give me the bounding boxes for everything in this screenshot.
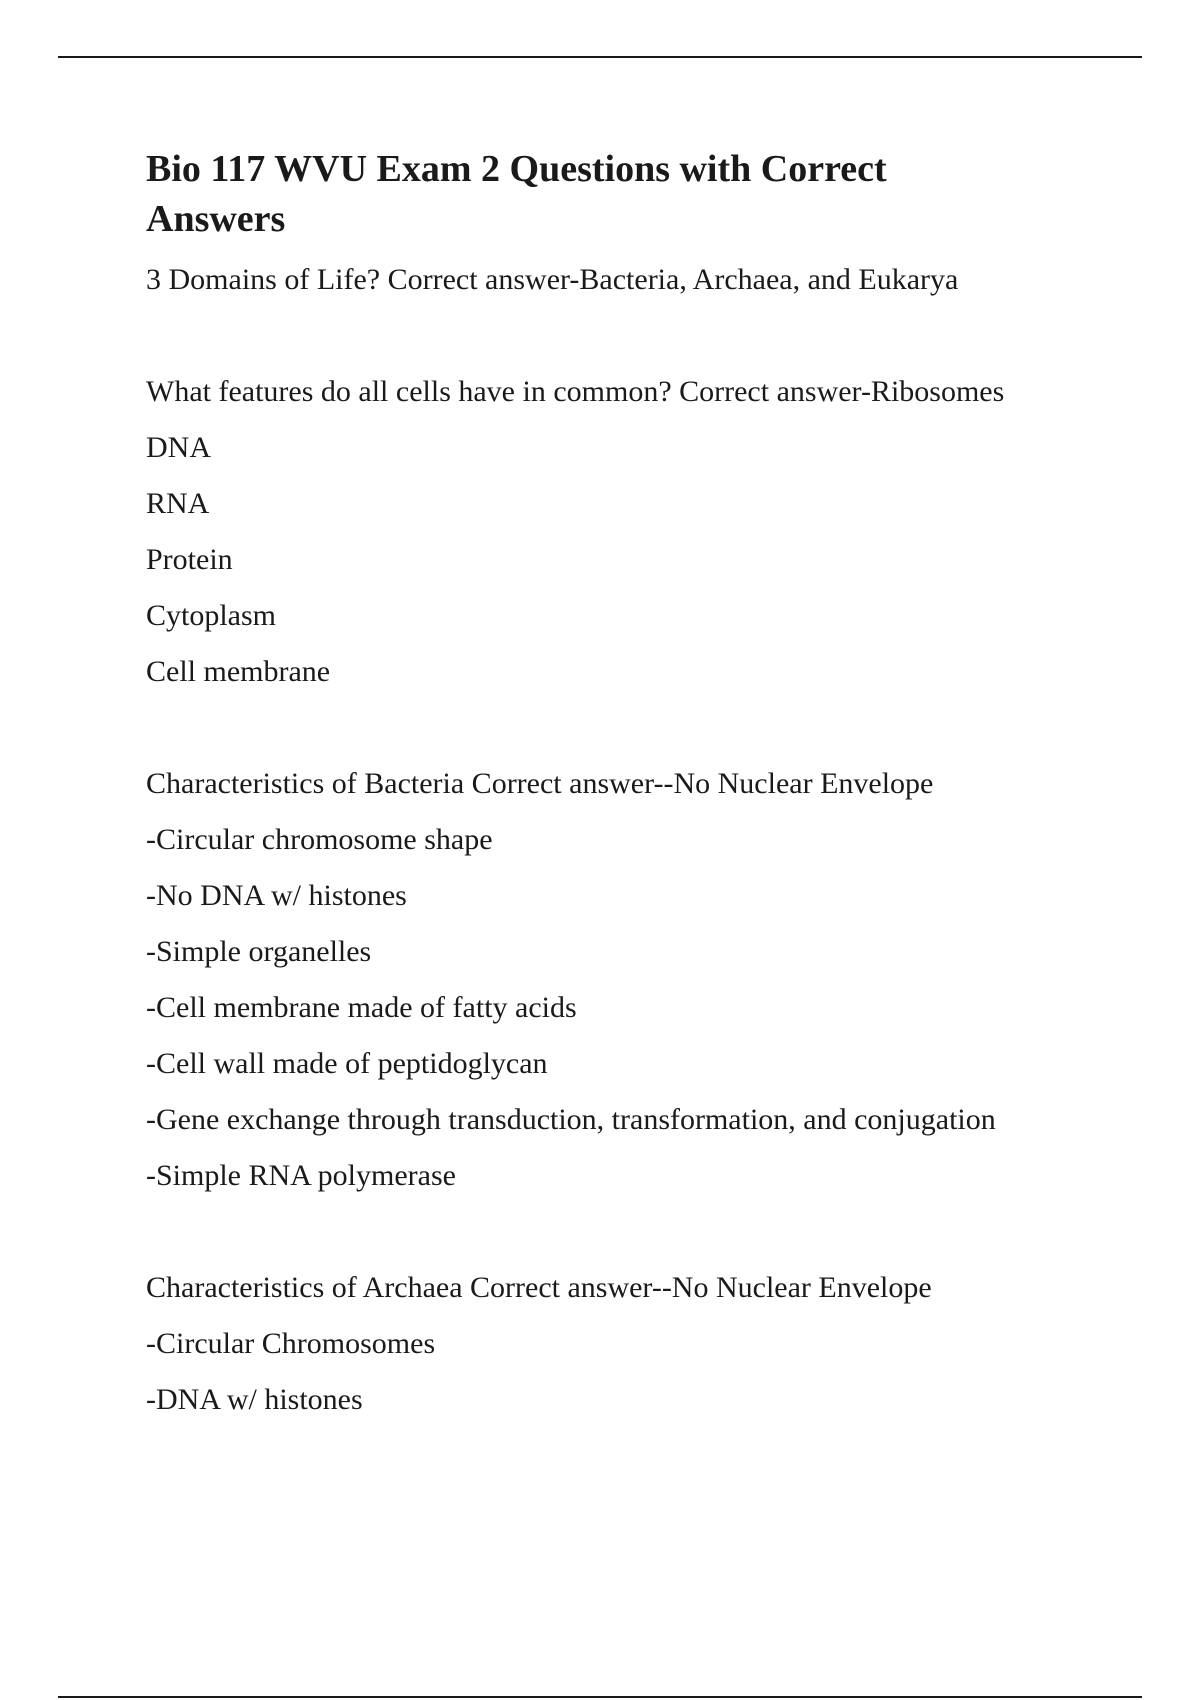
answer-line: -Circular chromosome shape	[146, 823, 493, 856]
answer-line: Cell membrane	[146, 655, 331, 688]
header-rule	[58, 56, 1142, 58]
qa-block	[146, 364, 1106, 700]
title-line-1: Bio 117 WVU Exam 2 Questions with Correct	[146, 148, 887, 190]
title-line-2: Answers	[146, 198, 286, 240]
answer-line: -DNA w/ histones	[146, 1383, 363, 1416]
qa-block	[146, 252, 1106, 308]
block-spacer	[146, 1204, 1106, 1260]
answer-line: -Cell wall made of peptidoglycan	[146, 1047, 548, 1080]
block-spacer	[146, 700, 1106, 756]
qa-block	[146, 756, 1106, 1204]
answer-line: -Simple organelles	[146, 935, 372, 968]
answer-line: Cytoplasm	[146, 599, 277, 632]
qa-block	[146, 1260, 1106, 1428]
answer-line: -Simple RNA polymerase	[146, 1159, 456, 1192]
document-body	[146, 144, 1106, 1428]
question-line: Characteristics of Bacteria Correct answer--No Nuclear Envelope	[146, 767, 934, 800]
question-line: 3 Domains of Life? Correct answer-Bacteria, Archaea, and Eukarya	[146, 263, 959, 296]
question-line: What features do all cells have in common? Correct answer-Ribosomes	[146, 375, 1005, 408]
question-line: Characteristics of Archaea Correct answer--No Nuclear Envelope	[146, 1271, 932, 1304]
answer-line: Protein	[146, 543, 233, 576]
block-spacer	[146, 308, 1106, 364]
footer-rule	[58, 1696, 1142, 1698]
answer-line: DNA	[146, 431, 211, 464]
document-title	[146, 144, 1106, 244]
answer-line: RNA	[146, 487, 210, 520]
answer-line: -Gene exchange through transduction, transformation, and conjugation	[146, 1103, 996, 1136]
answer-line: -No DNA w/ histones	[146, 879, 407, 912]
answer-line: -Cell membrane made of fatty acids	[146, 991, 577, 1024]
answer-line: -Circular Chromosomes	[146, 1327, 436, 1360]
